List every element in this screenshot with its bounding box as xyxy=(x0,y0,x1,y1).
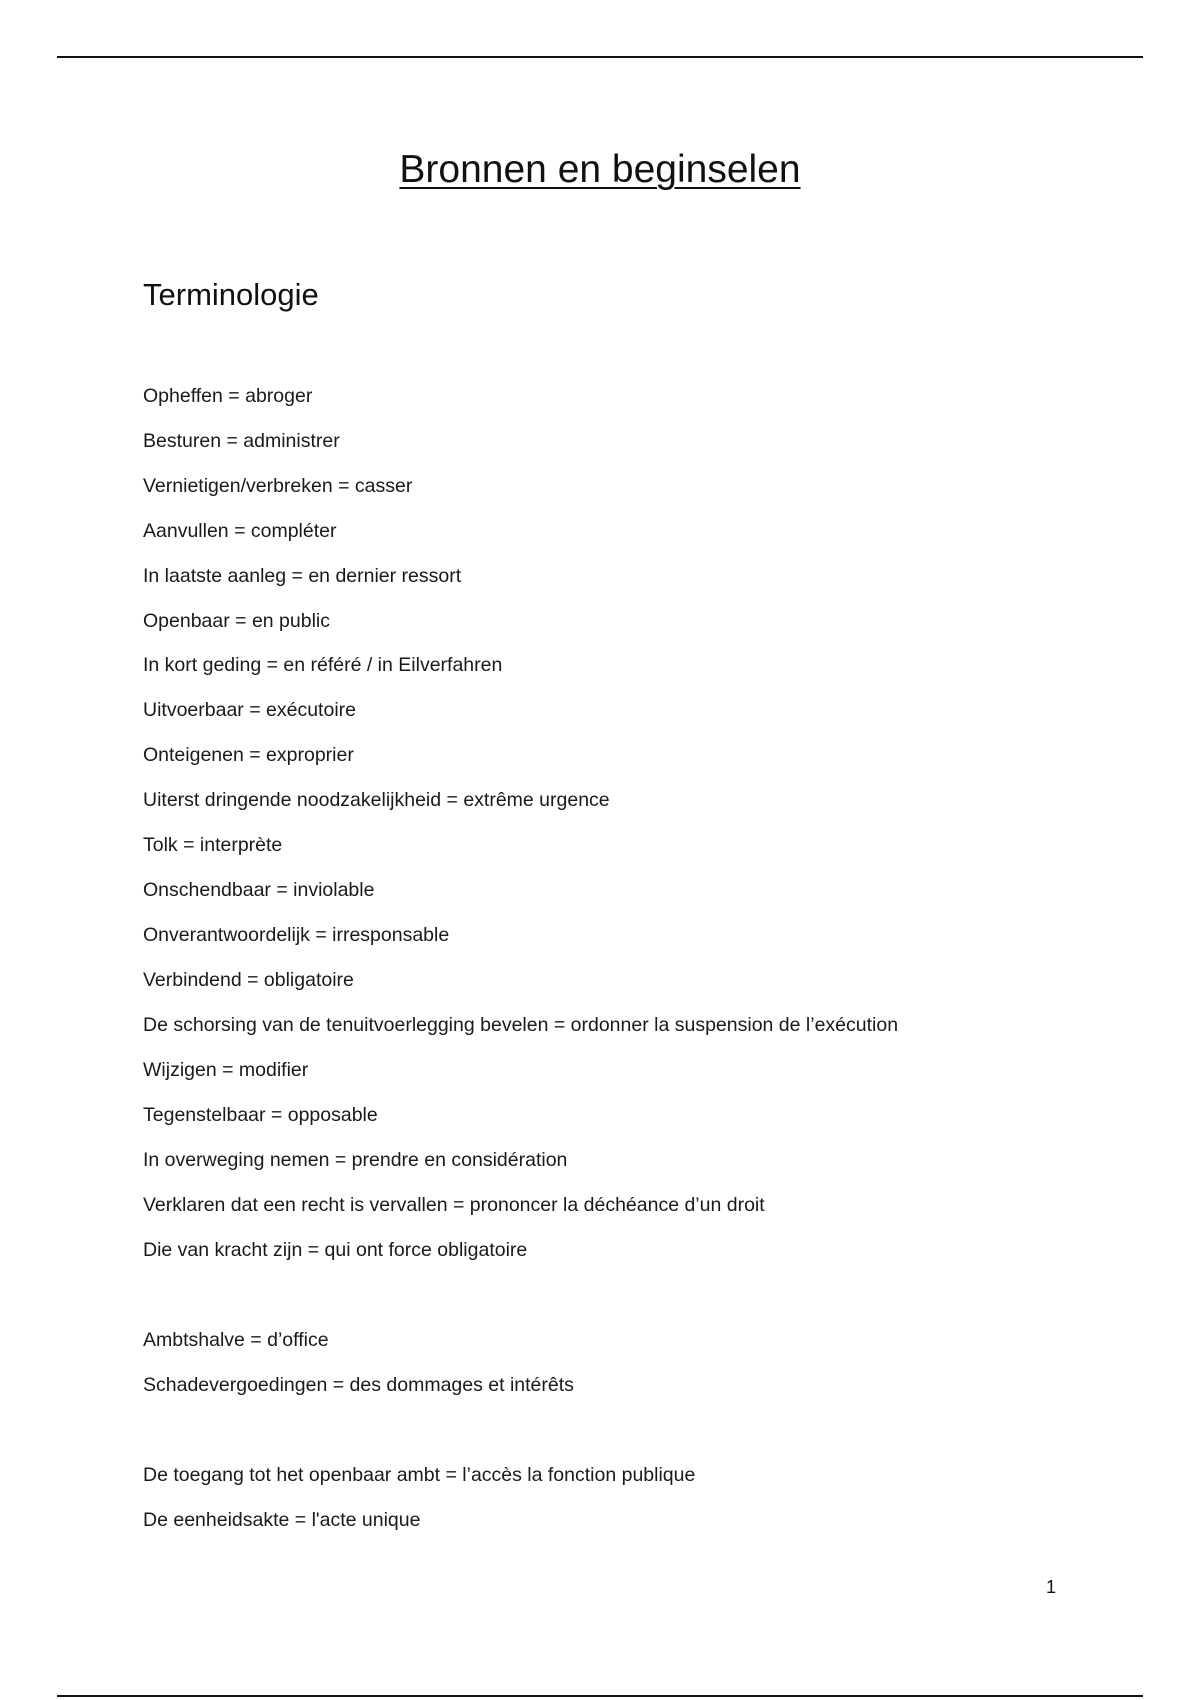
term-item: Uitvoerbaar = exécutoire xyxy=(143,699,356,721)
term-item: Tolk = interprète xyxy=(143,834,283,856)
term-item: Tegenstelbaar = opposable xyxy=(143,1104,378,1126)
term-item: Die van kracht zijn = qui ont force obligatoire xyxy=(143,1239,528,1261)
section-heading: Terminologie xyxy=(143,277,319,312)
term-item: De eenheidsakte = l'acte unique xyxy=(143,1509,421,1531)
term-item: In laatste aanleg = en dernier ressort xyxy=(143,565,462,587)
page-number: 1 xyxy=(1046,1577,1057,1597)
term-item: In overweging nemen = prendre en considération xyxy=(143,1149,568,1171)
term-item: Besturen = administrer xyxy=(143,430,340,452)
term-item: De toegang tot het openbaar ambt = l’accès la fonction publique xyxy=(143,1464,696,1486)
term-item: Aanvullen = compléter xyxy=(143,520,337,542)
term-item: De schorsing van de tenuitvoerlegging bevelen = ordonner la suspension de l’exécution xyxy=(143,1014,899,1036)
term-item: Onteigenen = exproprier xyxy=(143,744,354,766)
term-item: Ambtshalve = d’office xyxy=(143,1329,329,1351)
term-item: Verklaren dat een recht is vervallen = prononcer la déchéance d’un droit xyxy=(143,1194,765,1216)
term-item: Onschendbaar = inviolable xyxy=(143,879,375,901)
document-title: Bronnen en beginselen xyxy=(399,148,801,191)
term-item: Wijzigen = modifier xyxy=(143,1059,309,1081)
term-item: Vernietigen/verbreken = casser xyxy=(143,475,413,497)
header-rule xyxy=(57,56,1143,58)
term-item: Openbaar = en public xyxy=(143,610,331,632)
term-item: In kort geding = en référé / in Eilverfahren xyxy=(143,654,503,676)
term-item: Schadevergoedingen = des dommages et intérêts xyxy=(143,1374,574,1396)
term-item: Uiterst dringende noodzakelijkheid = extrême urgence xyxy=(143,789,610,811)
term-item: Onverantwoordelijk = irresponsable xyxy=(143,924,450,946)
term-item: Verbindend = obligatoire xyxy=(143,969,354,991)
footer-rule xyxy=(57,1695,1143,1697)
term-item: Opheffen = abroger xyxy=(143,385,313,407)
